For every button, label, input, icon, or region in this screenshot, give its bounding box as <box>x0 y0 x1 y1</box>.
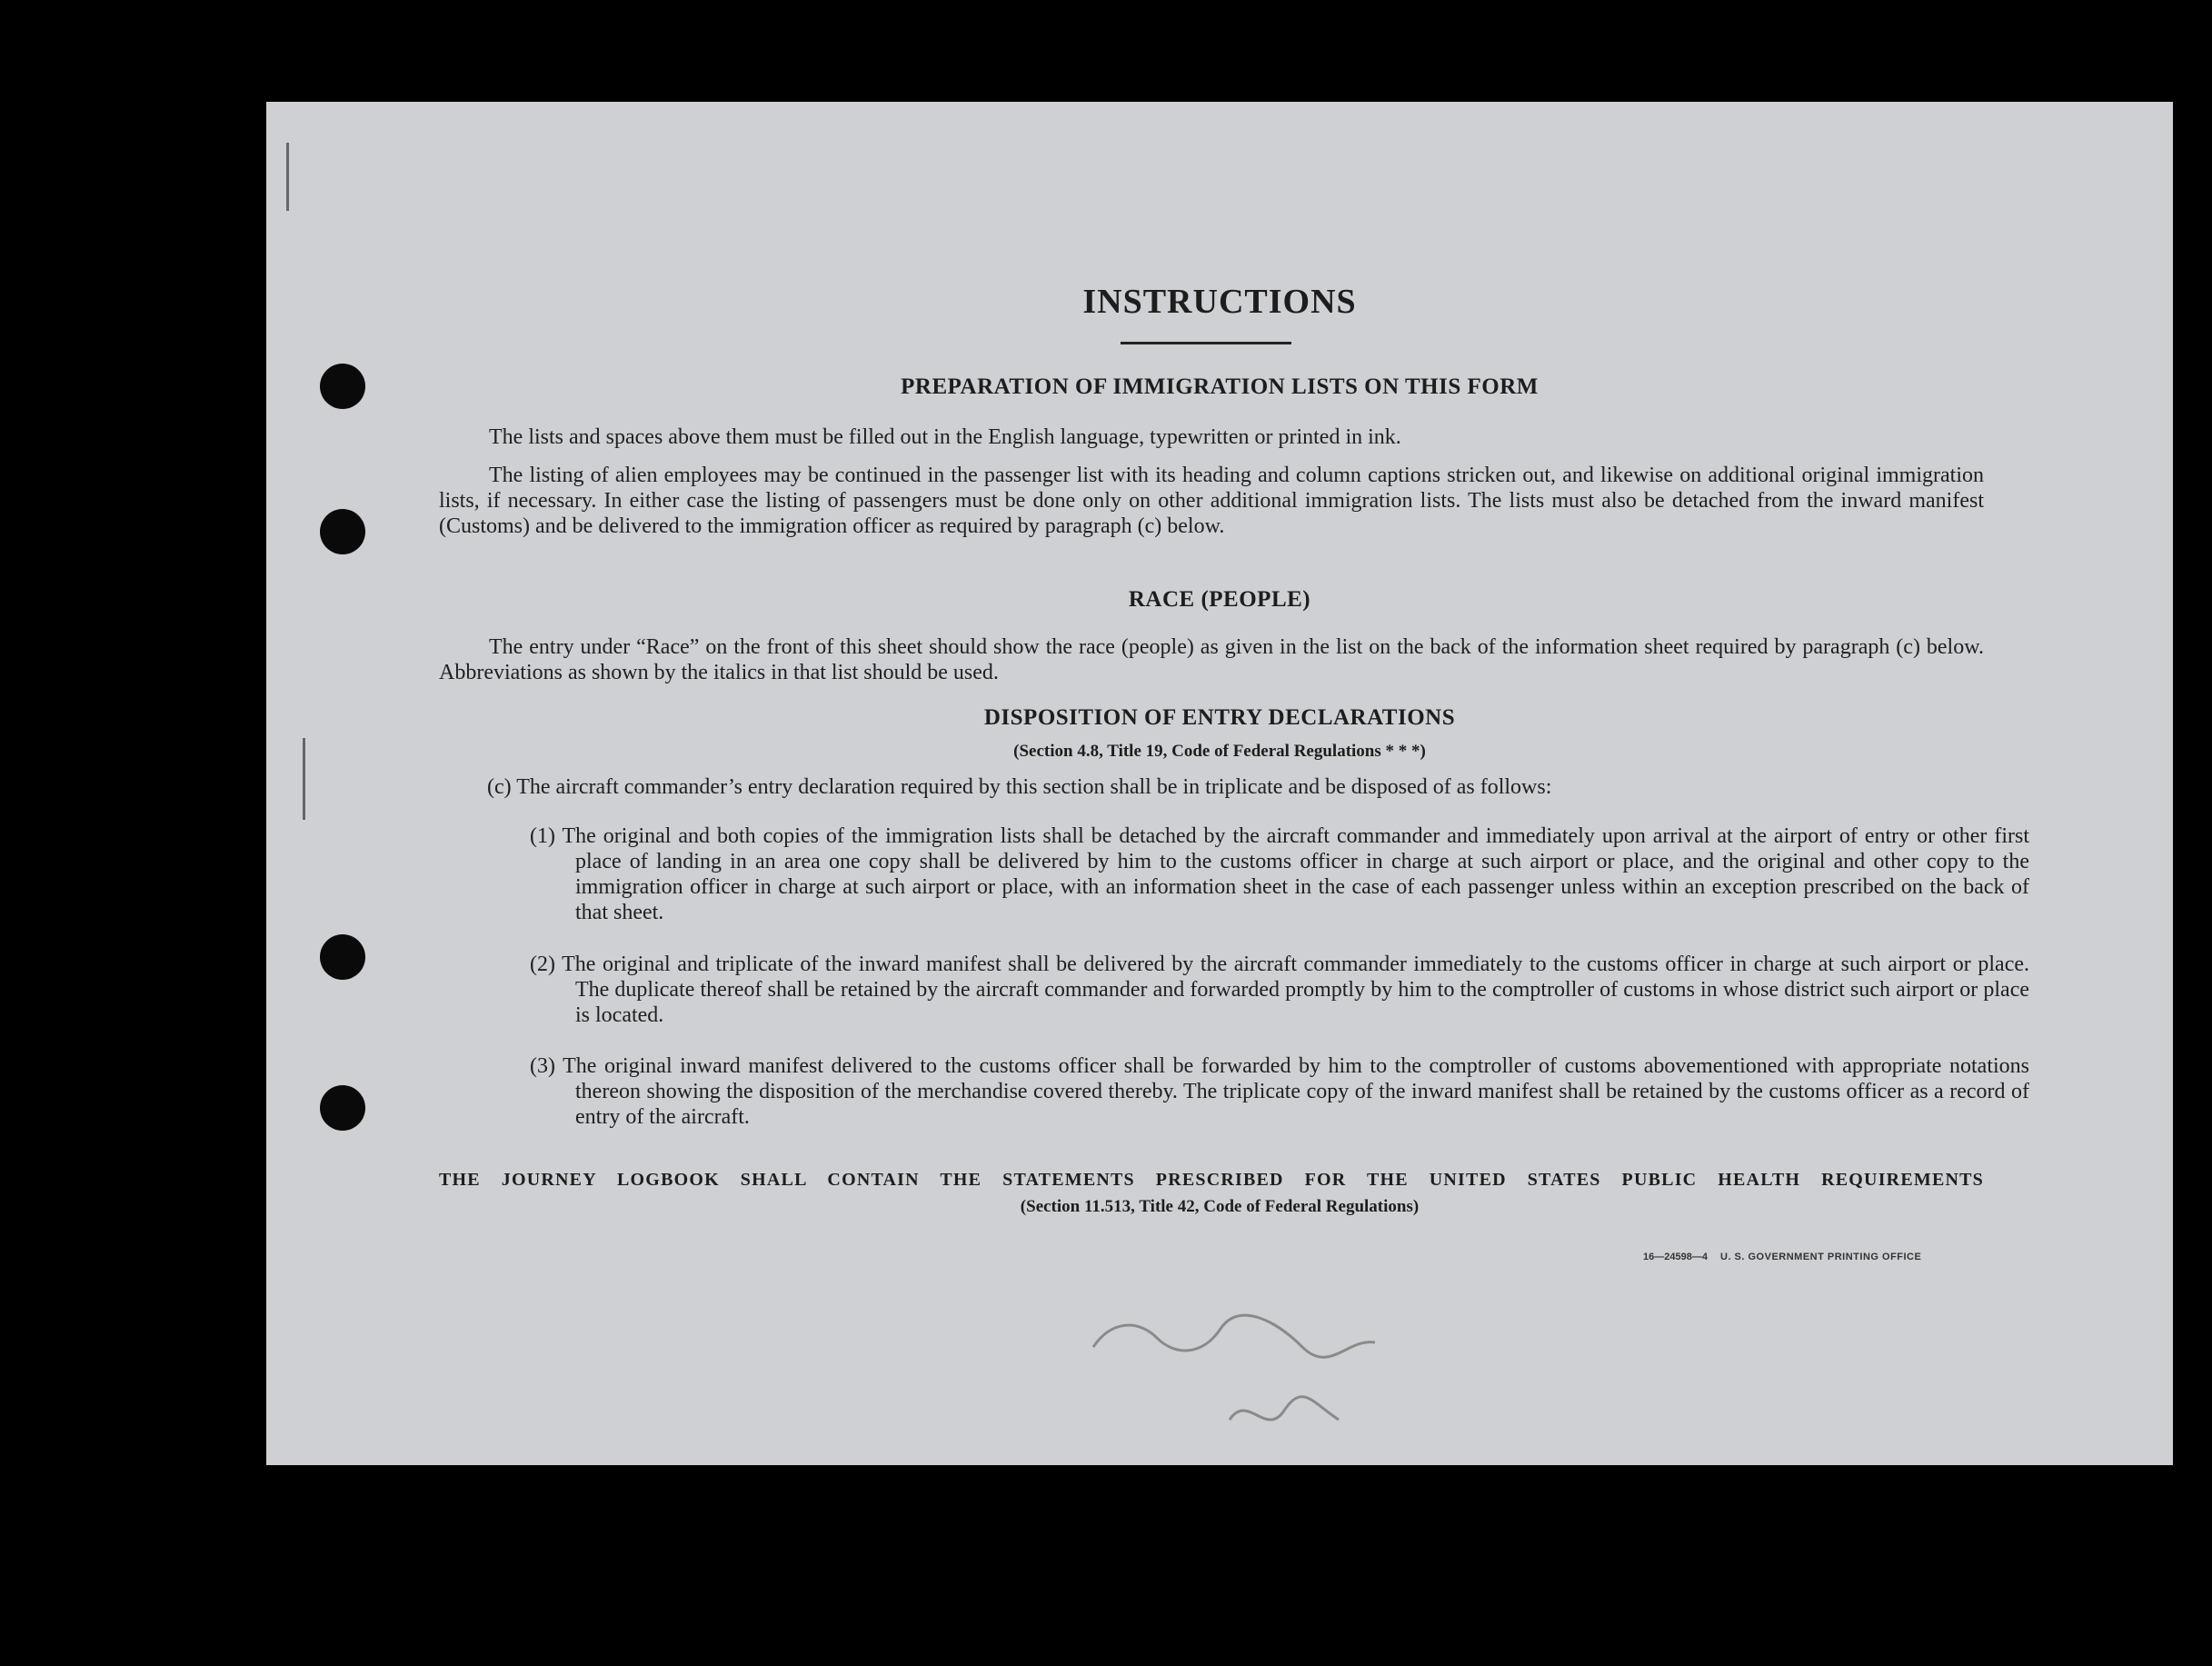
document-sheet <box>266 102 2173 1465</box>
preparation-paragraph-1: The lists and spaces above them must be filled out in the English language, typewritten or printed in ink. <box>489 425 1401 449</box>
disposition-item-2: (2) The original and triplicate of the inward manifest shall be delivered by the aircraft commander immediately to the customs officer in charge at such airport or place. The duplicate thereof shall be retained by the aircraft commander and forwarded promptly by him to the comptroller of customs in whose district such airport or place is located. <box>530 953 2029 1027</box>
binder-hole <box>320 934 365 980</box>
disposition-lead: (c) The aircraft commander’s entry declaration required by this section shall be in triplicate and be disposed of as follows: <box>487 775 1552 799</box>
margin-mark <box>286 143 289 211</box>
signature-mark <box>1075 1283 1402 1456</box>
form-code: 16—24598—4 <box>1643 1252 1708 1262</box>
disposition-citation: (Section 4.8, Title 19, Code of Federal Regulations * * *) <box>1013 742 1426 761</box>
disposition-heading: DISPOSITION OF ENTRY DECLARATIONS <box>983 705 1456 730</box>
page-title: INSTRUCTIONS <box>1082 283 1357 321</box>
disposition-item-1: (1) The original and both copies of the immigration lists shall be detached by the aircraft commander and immediately upon arrival at the airport of entry or other first place of landing in an area one copy shall be delivered by him to the customs officer in charge at such airport or place, and the original and other copy to the immigration officer in charge at such airport or place, with an information sheet in the case of each passenger unless within an exception prescribed on the back of that sheet. <box>530 824 2029 924</box>
binder-hole <box>320 1085 365 1131</box>
race-paragraph: The entry under “Race” on the front of this sheet should show the race (people) as given in the list on the back of the information sheet required by paragraph (c) below. Abbreviations as shown by the italics in that list should be used. <box>439 635 1984 684</box>
race-heading: RACE (PEOPLE) <box>1128 587 1311 612</box>
public-health-citation: (Section 11.513, Title 42, Code of Federal Regulations) <box>1020 1197 1420 1216</box>
title-underline <box>1121 342 1291 344</box>
printer-imprint: U. S. GOVERNMENT PRINTING OFFICE <box>1720 1252 1922 1262</box>
disposition-item-3: (3) The original inward manifest delivered to the customs officer shall be forwarded by him to the comptroller of customs abovementioned with appropriate notations thereon showing the disposition of the merchandise covered thereby. The triplicate copy of the inward manifest shall be retained by the customs officer as a record of entry of the aircraft. <box>530 1054 2029 1129</box>
preparation-paragraph-2: The listing of alien employees may be continued in the passenger list with its heading and column captions stricken out, and likewise on additional original immigration lists, if necessary. In either case the listing of passengers must be done only on other additional immigration lists. The lists must also be detached from the inward manifest (Customs) and be delivered to the immigration officer as required by paragraph (c) below. <box>439 464 1984 538</box>
preparation-heading: PREPARATION OF IMMIGRATION LISTS ON THIS FORM <box>901 374 1539 399</box>
public-health-note: THE JOURNEY LOGBOOK SHALL CONTAIN THE STATEMENTS PRESCRIBED FOR THE UNITED STATES PUBLIC HEALTH REQUIREMENTS <box>439 1170 1984 1190</box>
binder-hole <box>320 509 365 554</box>
